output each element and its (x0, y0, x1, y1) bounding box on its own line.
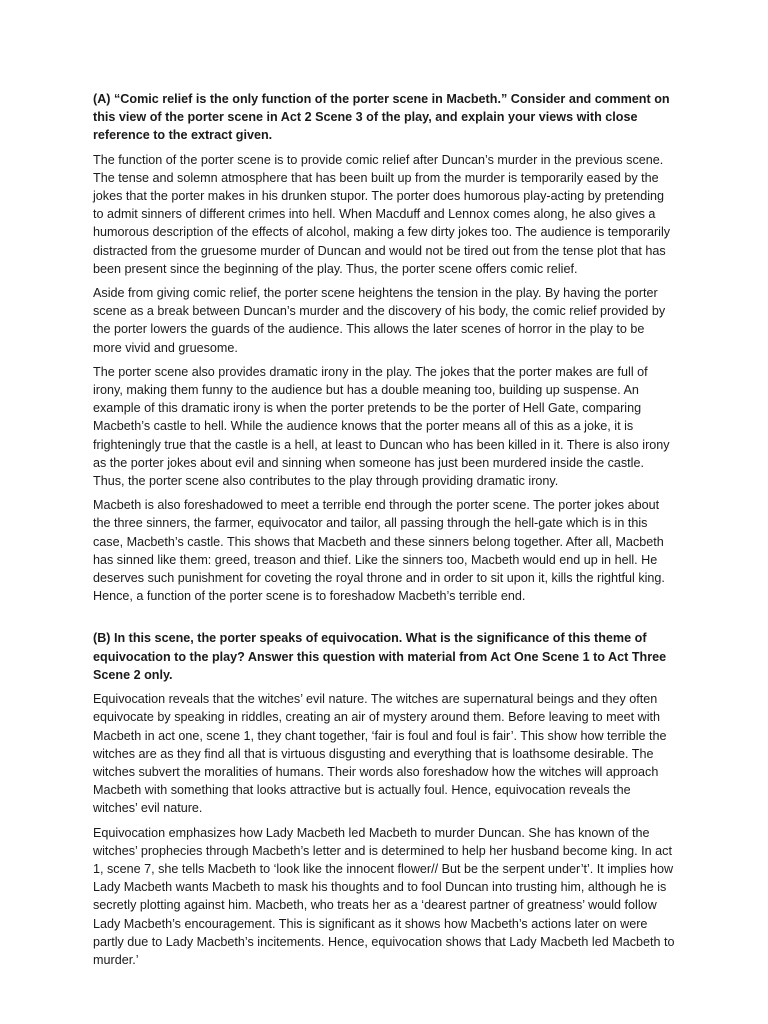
section-a (93, 90, 675, 605)
question-b: (B) In this scene, the porter speaks of equivocation. What is the significance of this theme of equivocation to the play? Answer this question with material from Act One Scene 1 to Act Three Scene 2 only. (93, 631, 667, 682)
answer-a-paragraph-4: Macbeth is also foreshadowed to meet a terrible end through the porter scene. The porter jokes about the three sinners, the farmer, equivocator and tailor, all passing through the hell-gate which is in this case, Macbeth’s castle. This shows that Macbeth and these sinners belong together. After all, Macbeth has sinned like them: greed, treason and thief. Like the sinners too, Macbeth would end up in hell. He deserves such punishment for coveting the royal throne and in order to sit upon it, kills the rightful king. Hence, a function of the porter scene is to foreshadow Macbeth’s terrible end. (93, 498, 665, 604)
answer-a-paragraph-1: The function of the porter scene is to provide comic relief after Duncan’s murder in the previous scene. The tense and solemn atmosphere that has been built up from the murder is temporarily eased by the jokes that the porter makes in his drunken stupor. The porter does humorous play-acting by pretending to admit sinners of different crimes into hell. When Macduff and Lennox comes along, he also gives a humorous description of the effects of alcohol, making a few dirty jokes too. The audience is temporarily distracted from the gruesome murder of Duncan and would not be tired out from the tense plot that has been present since the beginning of the play. Thus, the porter scene offers comic relief. (93, 152, 671, 276)
answer-b-paragraph-1: Equivocation reveals that the witches’ evil nature. The witches are supernatural beings and they often equivocate by speaking in riddles, creating an air of mystery around them. Before leaving to meet with Macbeth in act one, scene 1, they chant together, ‘fair is foul and foul is fair’. This show how terrible the witches are as they find all that is virtuous disgusting and everything that is loathsome desirable. The witches subvert the moralities of humans. Their words also foreshadow how the witches will approach Macbeth with something that looks attractive but is actually foul. Hence, equivocation reveals the witches’ evil nature. (93, 692, 667, 816)
answer-a-paragraph-3: The porter scene also provides dramatic irony in the play. The jokes that the porter makes are full of irony, making them funny to the audience but has a double meaning too, building up suspense. An example of this dramatic irony is when the porter pretends to be the porter of Hell Gate, comparing Macbeth’s castle to hell. While the audience knows that the porter means all of this as a joke, it is frighteningly true that the castle is a hell, at least to Duncan who has been killed in it. There is also irony as the porter jokes about evil and sinning when someone has just been murdered inside the castle. Thus, the porter scene also contributes to the play through providing dramatic irony. (93, 364, 670, 489)
answer-b-paragraph-2: Equivocation emphasizes how Lady Macbeth led Macbeth to murder Duncan. She has known of the witches’ prophecies through Macbeth’s letter and is determined to help her husband become king. In act 1, scene 7, she tells Macbeth to ‘look like the innocent flower// But be the serpent under’t’. It implies how Lady Macbeth wants Macbeth to mask his thoughts and to fool Duncan into trusting him, although he is secretly plotting against him. Macbeth, who treats her as a ‘dearest partner of greatness’ would follow Lady Macbeth’s encouragement. This is significant as it shows how Macbeth’s actions later on were partly due to Lady Macbeth’s incitements. Hence, equivocation shows that Lady Macbeth led Macbeth to murder.’ (93, 825, 675, 967)
section-b (93, 629, 675, 969)
answer-a-paragraph-2: Aside from giving comic relief, the porter scene heightens the tension in the play. By having the porter scene as a break between Duncan’s murder and the discovery of his body, the comic relief provided by the porter lowers the guards of the audience. This allows the later scenes of horror in the play to be more vivid and gruesome. (93, 286, 666, 355)
document-page (93, 90, 675, 975)
question-a: (A) “Comic relief is the only function of the porter scene in Macbeth.” Consider and comment on this view of the porter scene in Act 2 Scene 3 of the play, and explain your views with close reference to the extract given. (93, 92, 670, 143)
